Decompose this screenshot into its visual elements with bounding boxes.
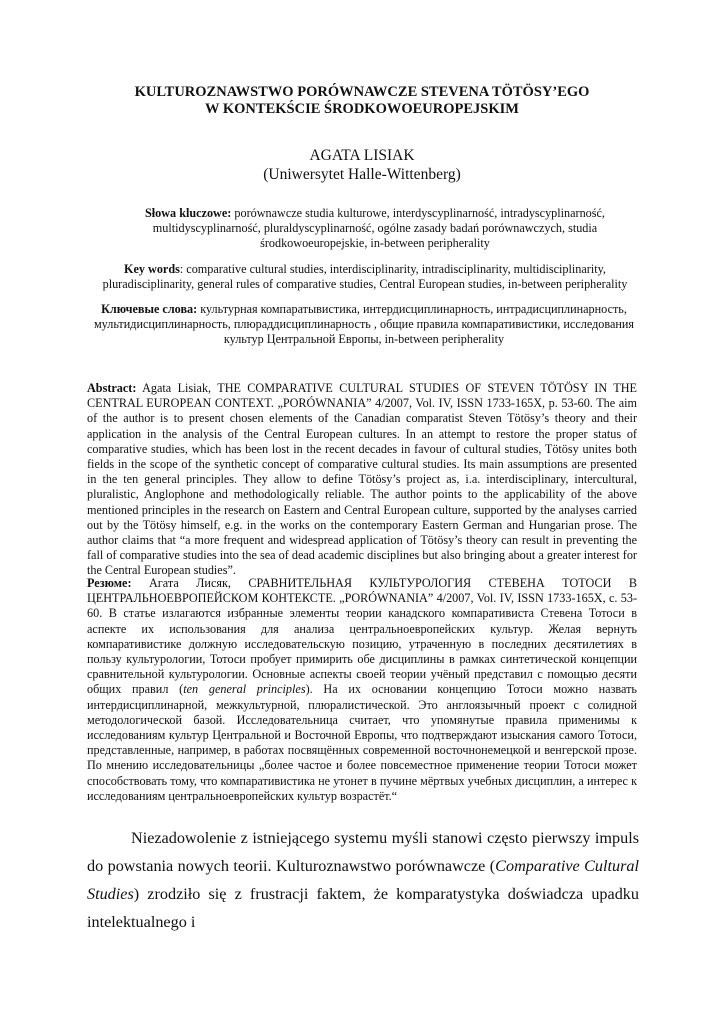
body-paragraph bbox=[87, 824, 639, 936]
abstract-russian-label: Резюме: bbox=[87, 576, 132, 590]
keywords-english bbox=[92, 262, 638, 292]
keywords-russian bbox=[88, 302, 640, 347]
keywords-polish-text: porównawcze studia kulturowe, interdyscyplinarność, intradyscyplinarność, multidyscyplinarność, pluraldyscyplinarność, ogólne zasady badań porównawczych, studia środkowoeuropejskie, in-between peripherality bbox=[152, 206, 605, 250]
abstract-english bbox=[87, 381, 637, 579]
body-italic: Comparative Cultural Studies bbox=[87, 857, 639, 903]
abstract-russian-text-b: ). На их основании концепцию Тотоси можно назвать интердисциплинарной, межкультурной, плюралистической. Это англоязычный проект с солидной методологической базой. Исследовательница считает, что упомянутые правила применимы к исследованиям культур Центральной и Восточной Европы, что подтверждают изыскания самого Тотоси, представленные, например, в работах посвящённых современной восточнонемецкой и венгерской прозе. По мнению исследовательницы „более частое и более повсеместное применение теории Тотоси может способствовать тому, что компаративистика не утонет в пучине мёртвых учебных дисциплин, а интерес к исследованиям центральноевропейских культур возрастёт.“ bbox=[87, 682, 637, 803]
keywords-english-text: : comparative cultural studies, interdisciplinarity, intradisciplinarity, multidisciplinarity, pluradisciplinarity, general rules of comparative studies, Central European studies, in-between peripherality bbox=[102, 262, 628, 291]
keywords-russian-label: Ключевые слова: bbox=[101, 302, 198, 316]
body-text-b: ) zrodziło się z frustracji faktem, że komparatystyka doświadcza upadku intelektualnego i bbox=[87, 885, 639, 931]
abstract-russian bbox=[87, 576, 637, 804]
keywords-polish-label: Słowa kluczowe: bbox=[145, 206, 232, 220]
abstract-russian-text-a: Агата Лисяк, СРАВНИТЕЛЬНАЯ КУЛЬТУРОЛОГИЯ СТЕВЕНА ТОТОСИ В ЦЕНТРАЛЬНОЕВРОПЕЙСКОМ КОНТЕКСТЕ. „PORÓWNANIA” 4/2007, Vol. IV, ISSN 1733-165X, с. 53-60. В статье излагаются избранные элементы теории канадского компаративиста Стевена Тотоси в аспекте их использования для анализа центральноевропейских культур. Желая вернуть компаративистике должную исследовательскую позицию, утраченную в последних десятилетиях в пользу культурологии, Тотоси пробует примирить обе дисциплины в рамках синтетической концепции сравнительной культурологии. Основные аспекты своей теории учёный представил с помощью десяти общих правил ( bbox=[87, 576, 637, 697]
body-text-a: Niezadowolenie z istniejącego systemu myśli stanowi często pierwszy impuls do powstania nowych teorii. Kulturoznawstwo porównawcze ( bbox=[87, 829, 639, 875]
author-name: AGATA LISIAK bbox=[309, 147, 415, 164]
title-line-2: W KONTEKŚCIE ŚRODKOWOEUROPEJSKIM bbox=[205, 101, 519, 117]
abstract-russian-italic: ten general principles bbox=[183, 682, 306, 697]
abstract-english-text: Agata Lisiak, THE COMPARATIVE CULTURAL STUDIES OF STEVEN TÖTÖSY IN THE CENTRAL EUROPEAN CONTEXT. „PORÓWNANIA” 4/2007, Vol. IV, ISSN 1733-165X, p. 53-60. The aim of the author is to present chosen elements of the Canadian comparatist Steven Tötösy’s theory and their application in the analysis of the Central European cultures. In an attempt to restore the proper status of comparative studies, which has been lost in the recent decades in favour of cultural studies, Tötösy unites both fields in the scope of the synthetic concept of comparative cultural studies. Its main assumptions are presented in the ten general principles. They allow to define Tötösy’s project as, i.a. interdisciplinary, intercultural, pluralistic, Anglophone and methodologically reliable. The author points to the applicability of the above mentioned principles in the research on Eastern and Central European culture, supported by the analyses carried out by the Tötösy himself, e.g. in the works on the contemporary Eastern German and Hungarian prose. The author claims that “a more frequent and widespread application of Tötösy’s theory can result in preventing the fall of comparative studies into the sea of dead academic disciplines but also bringing about a greater interest for the Central European studies”. bbox=[87, 381, 637, 578]
paper-title bbox=[60, 84, 664, 118]
keywords-russian-text: культурная компаратывистика, интердисциплинарность, интрадисциплинарность, мультидисциплинарность, плюраддисциплинарность , общие правила компаративистики, исследования культур Центральной Европы, in-between peripherality bbox=[93, 302, 635, 346]
keywords-english-label: Key words bbox=[124, 262, 180, 276]
author-block bbox=[60, 146, 664, 184]
title-line-1: KULTUROZNAWSTWO PORÓWNAWCZE STEVENA TÖTÖSY’EGO bbox=[134, 84, 590, 100]
author-affiliation: (Uniwersytet Halle-Wittenberg) bbox=[263, 166, 461, 183]
abstract-english-label: Abstract: bbox=[87, 381, 137, 395]
keywords-polish bbox=[128, 206, 622, 251]
